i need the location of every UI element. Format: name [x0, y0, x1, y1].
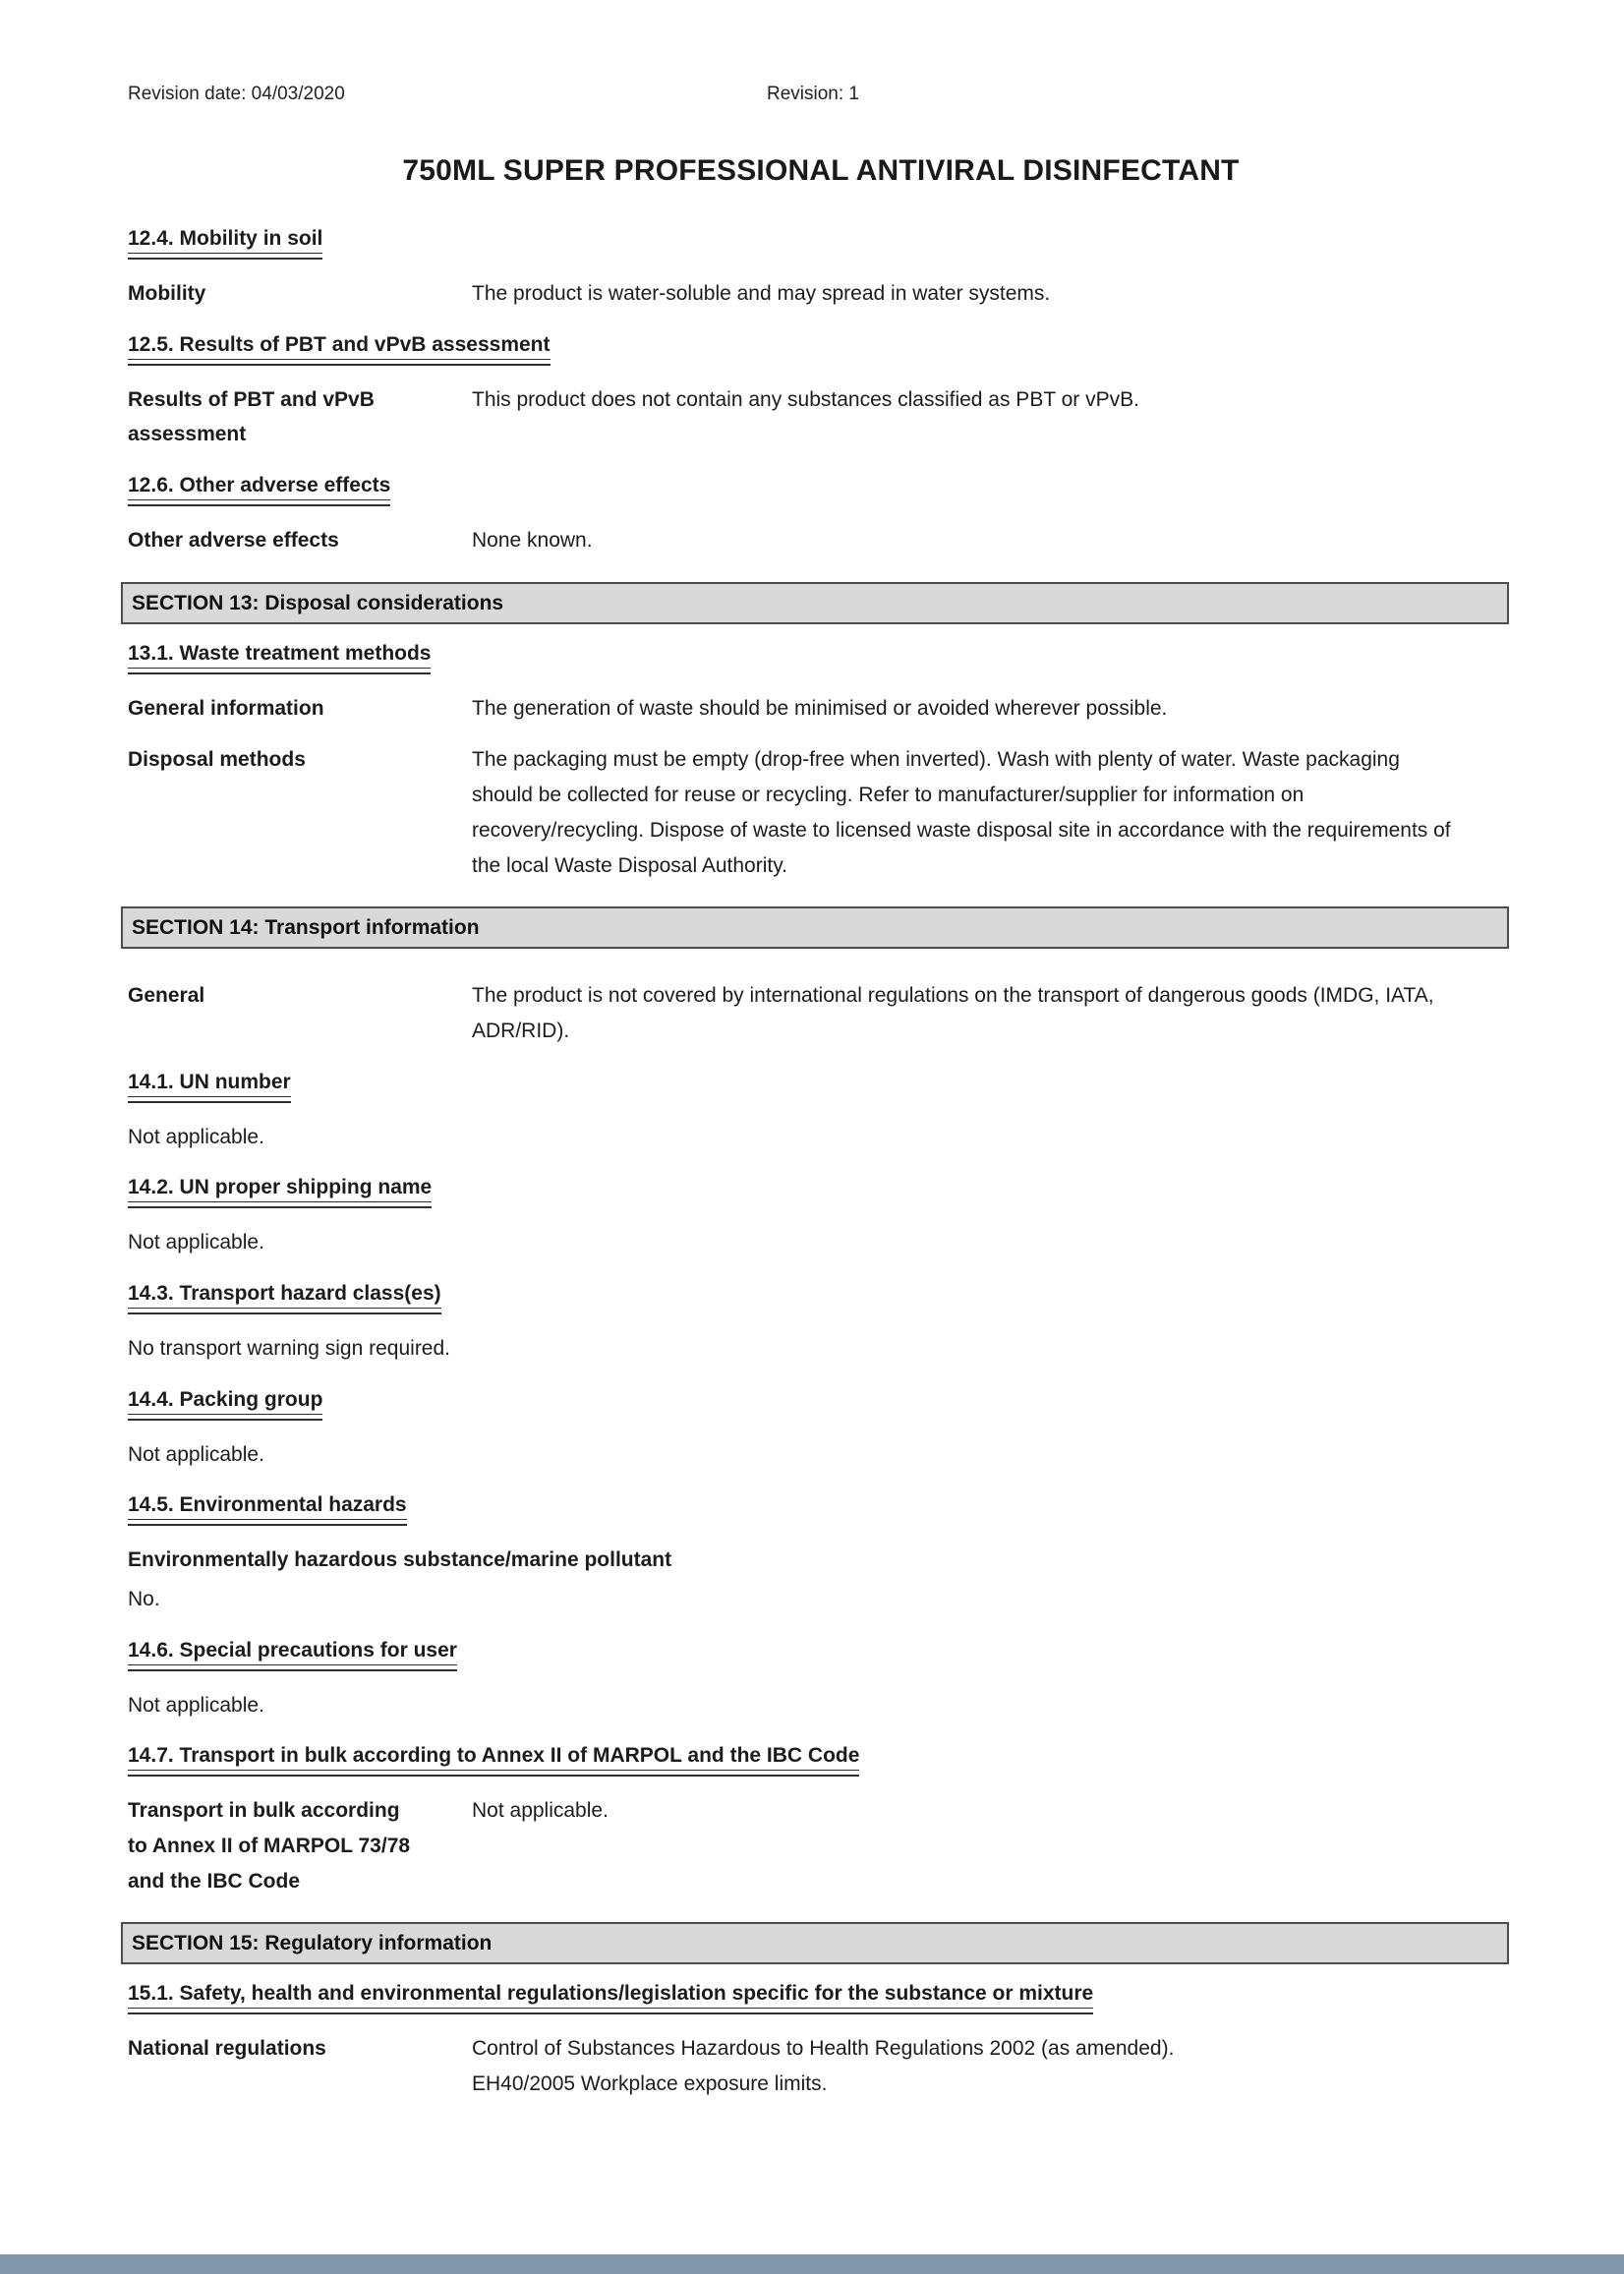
field-value-line: Control of Substances Hazardous to Health Regulations 2002 (as amended). — [472, 2037, 1175, 2061]
field-label: Transport in bulk according to Annex II of MARPOL 73/78 and the IBC Code — [128, 1799, 411, 1893]
field-value-line: Not applicable. — [472, 1799, 609, 1823]
field-value — [472, 523, 1465, 558]
section-subheading — [128, 1493, 1514, 1526]
subheading-underline — [128, 1982, 1093, 2014]
section-header-bar: SECTION 14: Transport information — [121, 906, 1509, 949]
subheading-underline — [128, 1744, 859, 1777]
field-label: General information — [128, 696, 324, 720]
subheading-underline — [128, 1639, 457, 1671]
field-value — [472, 1793, 1465, 1829]
field-value — [472, 978, 1465, 1048]
subheading-underline — [128, 474, 390, 506]
field-value-line: The product is not covered by international regulations on the transport of dangerous goods (IMDG, IATA, ADR/RID). — [472, 984, 1434, 1042]
body-text: Not applicable. — [128, 1693, 264, 1717]
subheading-text: 14.3. Transport hazard class(es) — [128, 1282, 441, 1309]
field-row — [128, 523, 1514, 558]
field-value — [472, 691, 1465, 727]
body-text: No. — [128, 1588, 160, 1610]
subheading-text: 14.5. Environmental hazards — [128, 1493, 407, 1520]
field-label: Mobility — [128, 282, 206, 305]
field-value — [472, 742, 1465, 883]
body-text: No transport warning sign required. — [128, 1336, 451, 1360]
field-value-line: The packaging must be empty (drop-free when inverted). Wash with plenty of water. Waste packaging should be collected for reuse or recycling. Refer to manufacturer/supplier for information on recovery/recycling. Dispose of waste to licensed waste disposal site in accordance with the requirements of the local Waste Disposal Authority. — [472, 748, 1451, 877]
body-text: Not applicable. — [128, 1231, 264, 1254]
bottom-partial-bar — [0, 2254, 1624, 2274]
field-value-line: None known. — [472, 529, 593, 553]
subheading-text: 14.6. Special precautions for user — [128, 1639, 457, 1665]
body-text: Environmentally hazardous substance/marine pollutant — [128, 1548, 672, 1572]
section-subheading — [128, 333, 1514, 366]
subheading-underline — [128, 227, 322, 260]
body-text: Not applicable. — [128, 1442, 264, 1466]
body-text: Not applicable. — [128, 1125, 264, 1148]
subheading-underline — [128, 642, 431, 674]
field-value — [472, 2031, 1465, 2101]
field-value-line: The product is water-soluble and may spread in water systems. — [472, 282, 1051, 305]
subheading-underline — [128, 1071, 291, 1103]
field-value-line: EH40/2005 Workplace exposure limits. — [472, 2072, 828, 2096]
subheading-underline — [128, 1282, 441, 1314]
field-label: Other adverse effects — [128, 529, 339, 553]
subheading-underline — [128, 1493, 407, 1526]
field-label: Disposal methods — [128, 748, 306, 772]
field-row — [128, 1793, 1514, 1898]
subheading-underline — [128, 1176, 432, 1208]
section-subheading — [128, 1071, 1514, 1103]
field-row — [128, 276, 1514, 312]
field-row — [128, 978, 1514, 1048]
field-label: Results of PBT and vPvB assessment — [128, 387, 375, 446]
subheading-text: 14.4. Packing group — [128, 1388, 322, 1415]
section-subheading — [128, 1744, 1514, 1777]
section-subheading — [128, 1639, 1514, 1671]
section-subheading — [128, 1282, 1514, 1314]
subheading-text: 12.4. Mobility in soil — [128, 227, 322, 254]
subheading-text: 14.1. UN number — [128, 1071, 291, 1097]
subheading-text: 14.2. UN proper shipping name — [128, 1176, 432, 1202]
field-row — [128, 691, 1514, 727]
section-subheading — [128, 1176, 1514, 1208]
section-subheading — [128, 1388, 1514, 1421]
field-row — [128, 742, 1514, 883]
field-value-line: This product does not contain any substances classified as PBT or vPvB. — [472, 387, 1139, 411]
section-header-bar: SECTION 15: Regulatory information — [121, 1922, 1509, 1964]
subheading-underline — [128, 1388, 322, 1421]
section-subheading — [128, 474, 1514, 506]
subheading-text: 15.1. Safety, health and environmental regulations/legislation specific for the substance or mixture — [128, 1982, 1093, 2009]
section-header-bar: SECTION 13: Disposal considerations — [121, 582, 1509, 624]
field-label: National regulations — [128, 2037, 326, 2061]
field-row — [128, 2031, 1514, 2101]
document-title: 750ML SUPER PROFESSIONAL ANTIVIRAL DISINFECTANT — [402, 154, 1240, 187]
section-subheading — [128, 227, 1514, 260]
document-header — [128, 84, 1514, 107]
subheading-underline — [128, 333, 551, 366]
field-value — [472, 276, 1465, 312]
revision-number: Revision: 1 — [767, 84, 859, 104]
field-label: General — [128, 984, 205, 1008]
subheading-text: 14.7. Transport in bulk according to Annex II of MARPOL and the IBC Code — [128, 1744, 859, 1771]
subheading-text: 12.5. Results of PBT and vPvB assessment — [128, 333, 551, 360]
document-body — [128, 227, 1514, 2102]
field-value-line: The generation of waste should be minimised or avoided wherever possible. — [472, 696, 1168, 720]
revision-date: Revision date: 04/03/2020 — [128, 84, 345, 104]
subheading-text: 12.6. Other adverse effects — [128, 474, 390, 500]
section-subheading — [128, 642, 1514, 674]
field-value — [472, 382, 1465, 418]
field-row — [128, 382, 1514, 452]
subheading-text: 13.1. Waste treatment methods — [128, 642, 431, 669]
section-subheading — [128, 1982, 1514, 2014]
